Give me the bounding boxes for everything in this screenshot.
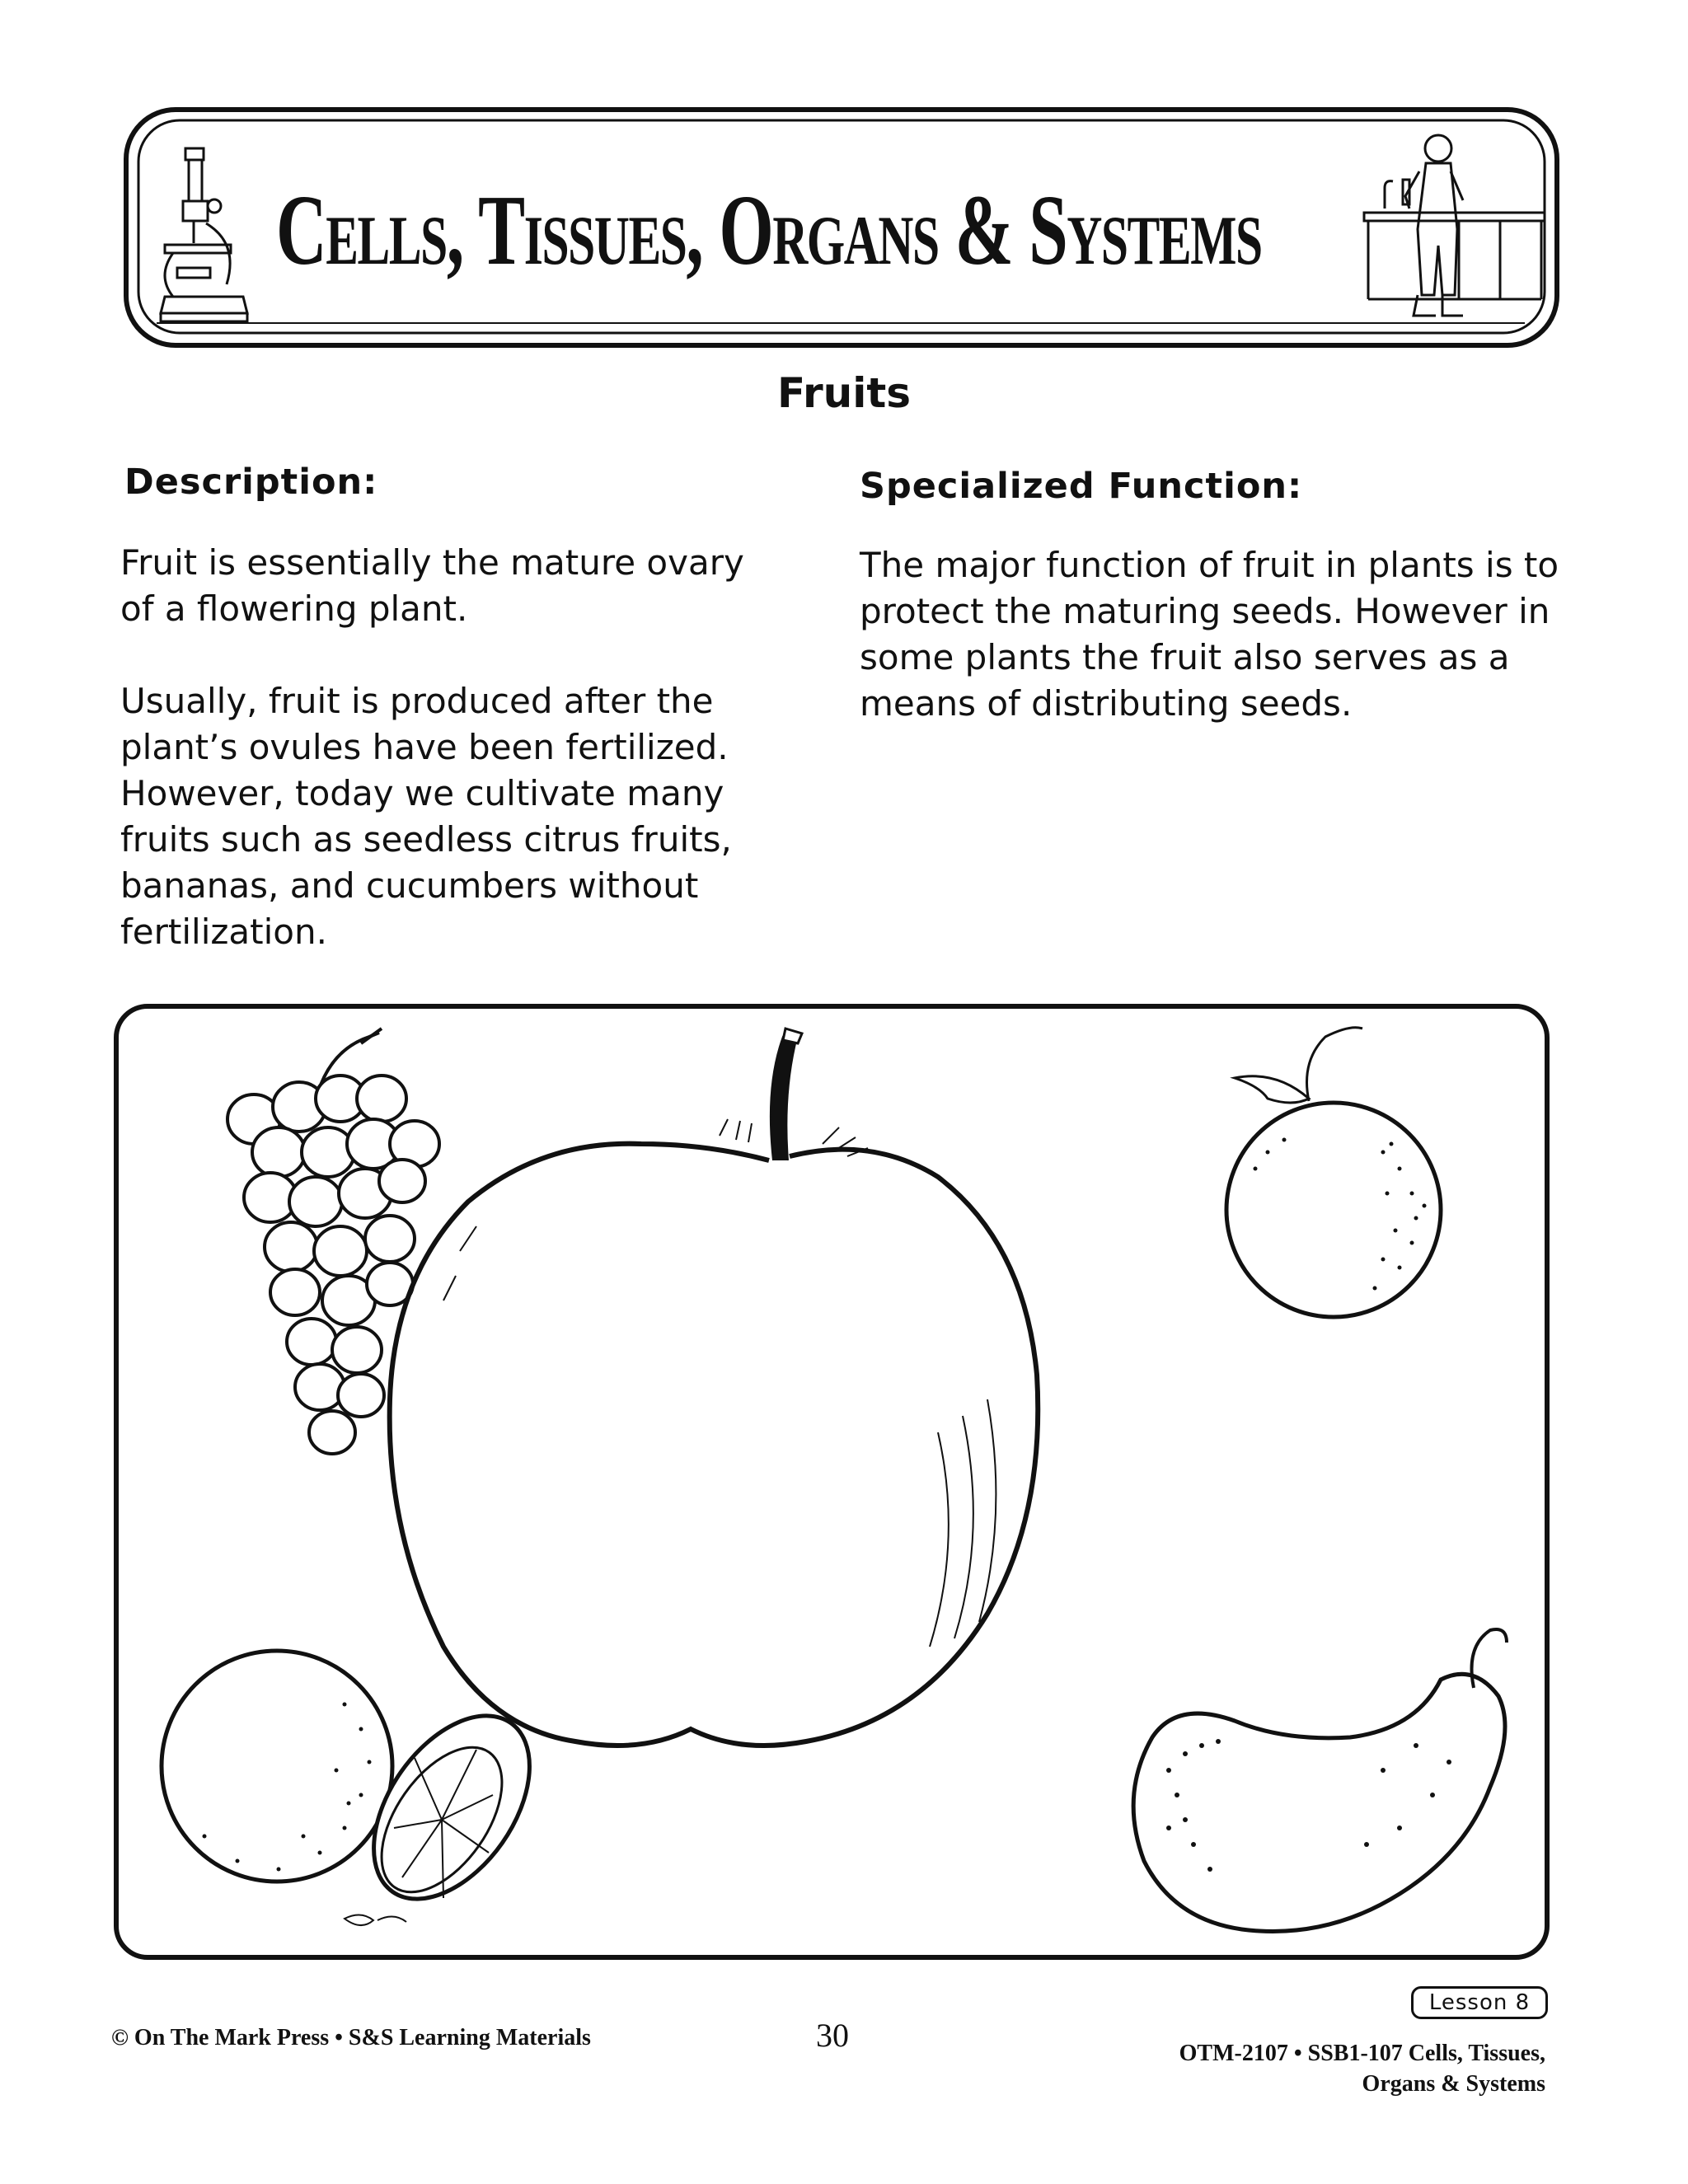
scientist-icon xyxy=(1360,130,1545,332)
footer-product-code: OTM-2107 • SSB1-107 Cells, Tissues, xyxy=(1179,2041,1545,2066)
description-heading: Description: xyxy=(124,462,378,503)
description-paragraph: Fruit is essentially the mature ovary of a flowering plant. xyxy=(120,542,744,629)
footer-product-title: Organs & Systems xyxy=(1362,2071,1545,2097)
function-heading: Specialized Function: xyxy=(860,466,1303,507)
description-paragraph: Usually, fruit is produced after the plant’s ovules have been fertilized. However, today we cultivate many fruits such as seedless citrus fruits, bananas, and cucumbers without fertilization. xyxy=(120,681,732,952)
banner-title: Cells, Tissues, Organs & Systems xyxy=(276,175,1262,286)
page-title: Fruits xyxy=(776,369,911,417)
fruit-illustration-panel xyxy=(114,1004,1550,1960)
lesson-badge: Lesson 8 xyxy=(1411,1986,1548,2019)
footer-copyright: © On The Mark Press • S&S Learning Materials xyxy=(111,2025,591,2050)
function-paragraph: The major function of fruit in plants is to protect the maturing seeds. However in some plants the fruit also serves as a means of distributing seeds. xyxy=(860,545,1559,724)
page-number: 30 xyxy=(816,2017,849,2054)
microscope-icon xyxy=(148,144,256,330)
